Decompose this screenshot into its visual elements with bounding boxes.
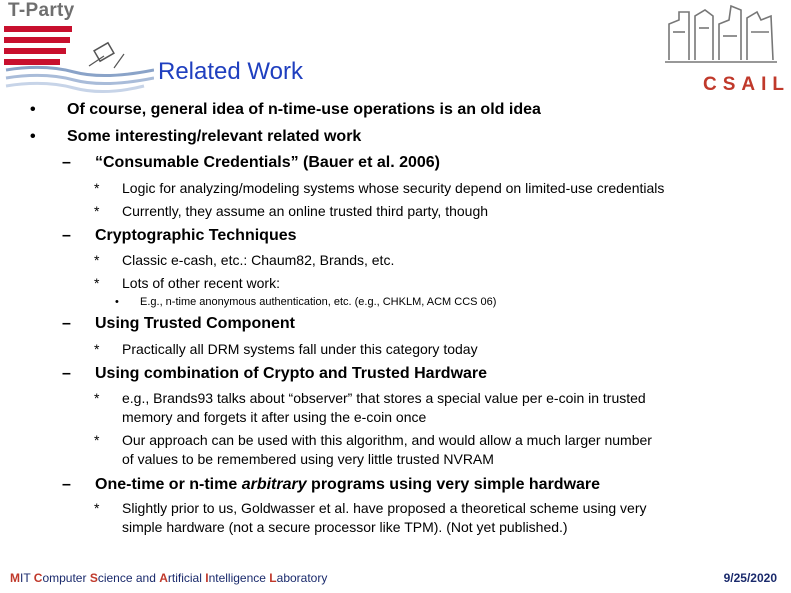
item-text: Classic e-cash, etc.: Chaum82, Brands, etc. (122, 252, 395, 268)
subitem-marker: • (115, 296, 119, 308)
item-text: Currently, they assume an online trusted third party, though (122, 203, 489, 219)
item-text: e.g., Brands93 talks about “observer” that stores a special value per e-coin in trusted (122, 390, 646, 406)
section-marker: – (62, 365, 71, 382)
section-marker: – (62, 227, 71, 244)
bullet-marker: • (30, 101, 36, 118)
item-marker: * (94, 341, 100, 357)
slide-title: Related Work (158, 58, 303, 85)
bullet-marker: • (30, 128, 36, 145)
section-marker: – (62, 476, 71, 493)
footer-date: 9/25/2020 (723, 571, 777, 585)
section-heading: One-time or n-time arbitrary programs using very simple hardware (95, 476, 601, 493)
section-heading: Using Trusted Component (95, 315, 295, 332)
subitem-text: E.g., n-time anonymous authentication, etc. (e.g., CHKLM, ACM CCS 06) (140, 296, 497, 308)
item-text: Slightly prior to us, Goldwasser et al. have proposed a theoretical scheme using very (122, 500, 647, 516)
tparty-logo-icon (4, 26, 154, 94)
item-text: Our approach can be used with this algorithm, and would allow a much larger number (122, 432, 652, 448)
item-text: Practically all DRM systems fall under this category today (122, 341, 478, 357)
footer-lab-name: MIT Computer Science and Artificial Intelligence Laboratory (10, 571, 328, 585)
csail-logo-icon (665, 2, 781, 76)
item-text: Lots of other recent work: (122, 275, 280, 291)
bullet-text: Some interesting/relevant related work (67, 128, 362, 145)
item-marker: * (94, 252, 100, 268)
item-marker: * (94, 500, 100, 516)
csail-logo-text: CSAIL (703, 74, 790, 95)
item-marker: * (94, 390, 100, 406)
section-heading: “Consumable Credentials” (Bauer et al. 2006) (95, 154, 440, 171)
bullet-text: Of course, general idea of n-time-use operations is an old idea (67, 101, 541, 118)
item-text: of values to be remembered using very little trusted NVRAM (122, 451, 494, 467)
section-marker: – (62, 315, 71, 332)
item-marker: * (94, 203, 100, 219)
item-text: memory and forgets it after using the e-coin once (122, 409, 427, 425)
item-text: Logic for analyzing/modeling systems whose security depend on limited-use credentials (122, 180, 665, 196)
section-heading: Cryptographic Techniques (95, 227, 297, 244)
item-marker: * (94, 180, 100, 196)
item-marker: * (94, 432, 100, 448)
item-text: simple hardware (not a secure processor like TPM). (Not yet published.) (122, 519, 568, 535)
item-marker: * (94, 275, 100, 291)
section-marker: – (62, 154, 71, 171)
tparty-logo-text: T-Party (8, 0, 75, 21)
section-heading: Using combination of Crypto and Trusted Hardware (95, 365, 488, 382)
